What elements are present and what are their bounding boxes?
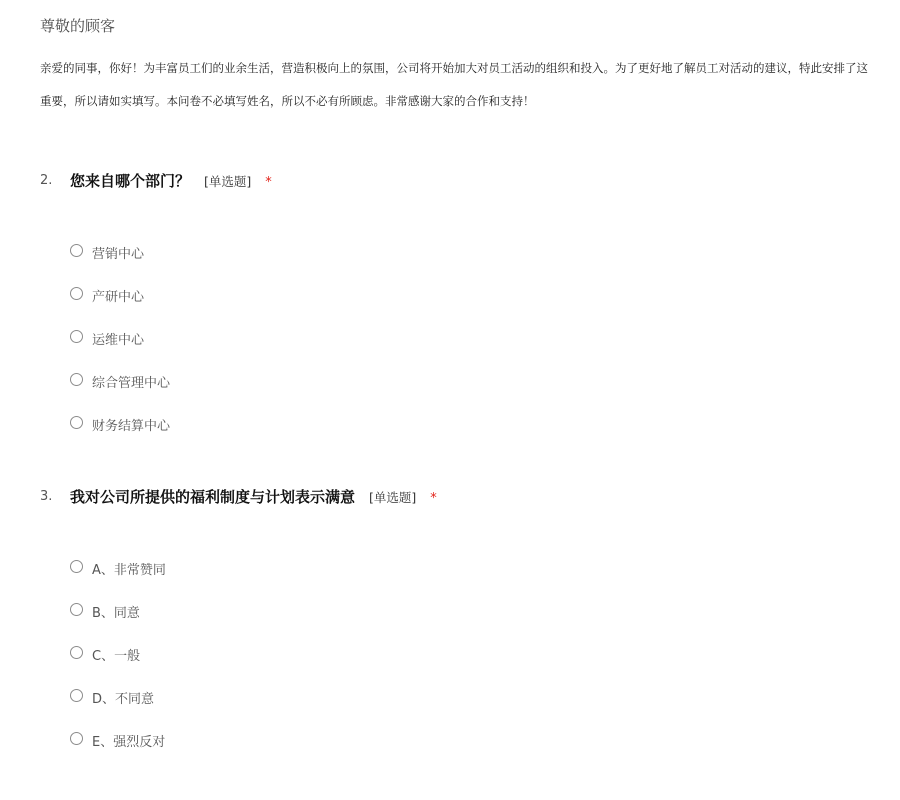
question-title-text: 我对公司所提供的福利制度与计划表示满意 [70,488,356,506]
option-operations[interactable] [70,325,144,347]
radio-button[interactable] [70,330,83,343]
radio-button[interactable] [70,244,83,257]
radio-button[interactable] [70,416,83,429]
option-neutral[interactable] [70,641,140,663]
option-label: 营销中心 [92,246,145,262]
option-label: 财务结算中心 [92,418,171,434]
option-label: B、同意 [92,605,140,621]
radio-button[interactable] [70,373,83,386]
required-asterisk: * [430,491,437,506]
option-label: A、非常赞同 [92,562,166,578]
option-disagree[interactable] [70,684,154,706]
option-strongly-disagree[interactable] [70,727,165,749]
radio-button[interactable] [70,689,83,702]
option-finance[interactable] [70,411,170,433]
option-label: E、强烈反对 [92,734,166,750]
radio-button[interactable] [70,287,83,300]
option-label: C、一般 [92,648,141,664]
option-label: 综合管理中心 [92,375,171,391]
question-type-tag: [单选题] [204,174,252,189]
radio-button[interactable] [70,560,83,573]
radio-button[interactable] [70,646,83,659]
option-marketing[interactable] [70,239,144,261]
question-title-text: 您来自哪个部门？ [70,172,191,190]
option-admin[interactable] [70,368,170,390]
required-asterisk: * [265,175,272,190]
option-label: D、不同意 [92,691,155,707]
option-agree[interactable] [70,598,140,620]
option-label: 产研中心 [92,289,145,305]
question-number: 3. [40,489,53,504]
survey-greeting: 尊敬的顾客 [40,17,116,35]
option-strongly-agree[interactable] [70,555,166,577]
question-title [70,170,272,194]
question-type-tag: [单选题] [369,490,417,505]
survey-intro [40,52,900,118]
option-label: 运维中心 [92,332,145,348]
radio-button[interactable] [70,603,83,616]
question-title [70,486,437,510]
intro-line: 重要，所以请如实填写。本问卷不必填写姓名，所以不必有所顾虑。非常感谢大家的合作和支持！ [40,94,535,108]
radio-button[interactable] [70,732,83,745]
question-number: 2. [40,173,53,188]
intro-line: 亲爱的同事，你好！为丰富员工们的业余生活，营造积极向上的氛围，公司将开始加大对员工活动的组织和投入。为了更好地了解员工对活动的建议，特此安排了这 [40,61,868,75]
option-rnd[interactable] [70,282,144,304]
